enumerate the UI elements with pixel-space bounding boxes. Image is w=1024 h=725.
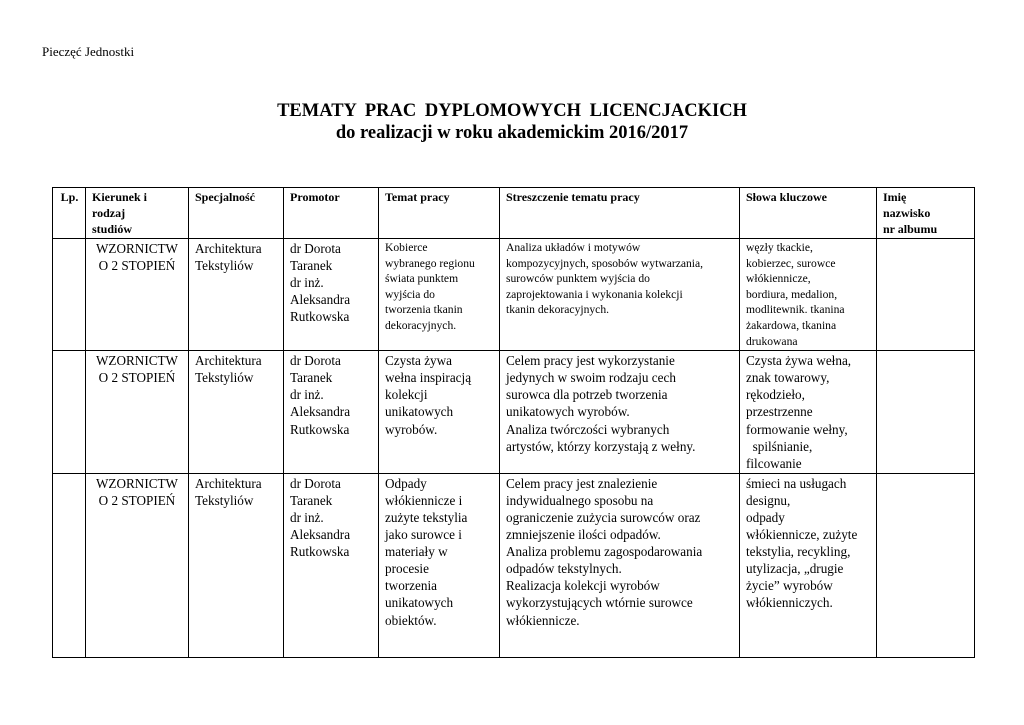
cell-line: Taranek — [290, 370, 333, 386]
table-row — [53, 239, 975, 351]
cell-line: filcowanie — [746, 455, 802, 471]
cell-line: Aleksandra — [290, 292, 351, 308]
header-imie-line: nr albumu — [883, 222, 938, 236]
cell-line: Taranek — [290, 258, 333, 274]
cell-line: dekoracyjnych. — [385, 318, 457, 332]
topics-table — [52, 187, 975, 658]
cell-streszczenie — [500, 239, 740, 351]
table-row — [53, 473, 975, 657]
cell-line: Czysta żywa wełna, — [746, 353, 852, 369]
cell-line: tworzenia — [385, 578, 437, 594]
cell-slowa — [740, 473, 877, 657]
cell-line: zmniejszenie ilości odpadów. — [506, 527, 661, 543]
cell-line: Analiza problemu zagospodarowania — [506, 544, 703, 560]
cell-line: wyjścia do — [385, 287, 435, 301]
cell-streszczenie — [500, 351, 740, 474]
cell-line: modlitewnik. tkanina — [746, 303, 845, 317]
cell-streszczenie — [500, 473, 740, 657]
cell-line: Aleksandra — [290, 527, 351, 543]
cell-line: włókienniczych. — [746, 595, 833, 611]
header-temat: Temat pracy — [379, 188, 500, 239]
cell-line: dr Dorota — [290, 353, 341, 369]
cell-line: utylizacja, „drugie — [746, 561, 844, 577]
cell-line: Rutkowska — [290, 544, 350, 560]
cell-line: ograniczenie zużycia surowców oraz — [506, 510, 701, 525]
cell-slowa — [740, 351, 877, 474]
cell-line: wybranego regionu — [385, 256, 475, 270]
cell-line: świata punktem — [385, 272, 459, 286]
cell-line: O 2 STOPIEŃ — [98, 370, 176, 386]
cell-line: odpadów tekstylnych. — [506, 561, 622, 577]
cell-line: Celem pracy jest znalezienie — [506, 475, 658, 491]
header-slowa: Słowa kluczowe — [740, 188, 877, 239]
header-imie-line: Imię — [883, 190, 907, 204]
cell-temat — [379, 473, 500, 657]
cell-line: śmieci na usługach — [746, 475, 847, 491]
cell-line: tekstylia, recykling, — [746, 544, 851, 560]
header-promotor: Promotor — [284, 188, 379, 239]
cell-lp — [53, 473, 86, 657]
cell-line: wełna inspiracją — [385, 370, 472, 386]
cell-line: WZORNICTW — [95, 241, 179, 256]
cell-temat — [379, 239, 500, 351]
cell-imie — [877, 239, 975, 351]
cell-line: dr Dorota — [290, 241, 341, 256]
cell-lp — [53, 351, 86, 474]
cell-line: wykorzystujących wtórnie surowce — [506, 595, 693, 611]
cell-line: żakardowa, tkanina — [746, 318, 837, 332]
cell-line: rękodzieło, — [746, 387, 805, 403]
cell-line: znak towarowy, — [746, 370, 830, 386]
title-line-1: TEMATY PRAC DYPLOMOWYCH LICENCJACKICH — [277, 101, 747, 121]
cell-line: życie” wyrobów — [746, 578, 833, 594]
header-lp: Lp. — [53, 188, 86, 239]
cell-specjalnosc — [189, 239, 284, 351]
cell-line: unikatowych — [385, 404, 454, 420]
cell-line: unikatowych — [385, 595, 454, 611]
cell-line: włókiennicze i — [385, 492, 463, 508]
cell-line: WZORNICTW — [95, 353, 179, 369]
cell-line: Tekstyliów — [195, 258, 254, 274]
cell-line: spilśnianie, — [746, 438, 813, 454]
cell-line: Taranek — [290, 492, 333, 508]
cell-lp — [53, 239, 86, 351]
header-kierunek-line: studiów — [92, 222, 133, 236]
cell-line: WZORNICTW — [95, 475, 179, 491]
cell-line: Analiza twórczości wybranych — [506, 421, 670, 437]
cell-line: Czysta żywa — [385, 353, 453, 369]
cell-line: Kobierce — [385, 241, 428, 254]
cell-line: zaprojektowania i wykonania kolekcji — [506, 287, 683, 301]
cell-line: indywidualnego sposobu na — [506, 492, 654, 508]
cell-line: dr inż. — [290, 387, 324, 403]
cell-line: dr Dorota — [290, 475, 341, 491]
cell-line: Rutkowska — [290, 309, 350, 325]
cell-specjalnosc — [189, 473, 284, 657]
cell-line: włókiennicze, zużyte — [746, 527, 858, 543]
cell-line: Architektura — [195, 353, 262, 369]
cell-specjalnosc — [189, 351, 284, 474]
cell-line: Rutkowska — [290, 421, 350, 437]
cell-line: kolekcji — [385, 387, 428, 403]
cell-promotor — [284, 351, 379, 474]
header-kierunek — [86, 188, 189, 239]
cell-line: włókiennicze. — [506, 612, 580, 628]
cell-promotor — [284, 239, 379, 351]
cell-kierunek — [86, 351, 189, 474]
cell-line: Analiza układów i motywów — [506, 241, 641, 254]
cell-line: obiektów. — [385, 612, 437, 628]
cell-line: tkanin dekoracyjnych. — [506, 303, 610, 317]
cell-temat — [379, 351, 500, 474]
cell-line: Architektura — [195, 241, 262, 256]
document-title — [0, 100, 1024, 144]
cell-line: dr inż. — [290, 275, 324, 291]
cell-line: formowanie wełny, — [746, 421, 848, 437]
cell-line: odpady — [746, 510, 785, 525]
title-line-2: do realizacji w roku akademickim 2016/2017 — [335, 123, 689, 143]
cell-line: O 2 STOPIEŃ — [98, 492, 176, 508]
cell-slowa — [740, 239, 877, 351]
cell-line: zużyte tekstylia — [385, 510, 468, 525]
cell-line: Tekstyliów — [195, 492, 254, 508]
cell-line: węzły tkackie, — [746, 241, 813, 254]
cell-promotor — [284, 473, 379, 657]
table-header-row — [53, 188, 975, 239]
header-kierunek-line: Kierunek i — [92, 190, 148, 204]
header-imie — [877, 188, 975, 239]
cell-line: artystów, którzy korzystają z wełny. — [506, 438, 696, 454]
cell-line: surowca dla potrzeb tworzenia — [506, 387, 668, 403]
cell-line: drukowana — [746, 334, 798, 348]
cell-line: Aleksandra — [290, 404, 351, 420]
cell-line: Tekstyliów — [195, 370, 254, 386]
header-kierunek-line: rodzaj — [92, 206, 126, 220]
cell-line: unikatowych wyrobów. — [506, 404, 630, 420]
cell-line: tworzenia tkanin — [385, 303, 463, 317]
header-imie-line: nazwisko — [883, 206, 931, 220]
cell-line: przestrzenne — [746, 404, 813, 420]
cell-imie — [877, 473, 975, 657]
cell-line: wyrobów. — [385, 421, 438, 437]
cell-line: bordiura, medalion, — [746, 287, 838, 301]
cell-kierunek — [86, 239, 189, 351]
cell-line: Architektura — [195, 475, 262, 491]
header-specjalnosc: Specjalność — [189, 188, 284, 239]
cell-line: designu, — [746, 492, 791, 508]
cell-line: O 2 STOPIEŃ — [98, 258, 176, 274]
cell-line: Odpady — [385, 475, 427, 491]
cell-line: Realizacja kolekcji wyrobów — [506, 578, 660, 594]
cell-line: dr inż. — [290, 510, 324, 525]
cell-line: surowców punktem wyjścia do — [506, 272, 650, 286]
cell-imie — [877, 351, 975, 474]
stamp-label: Pieczęć Jednostki — [42, 44, 135, 59]
header-streszczenie: Streszczenie tematu pracy — [500, 188, 740, 239]
table-row — [53, 351, 975, 474]
cell-line: procesie — [385, 561, 429, 577]
cell-line: jedynych w swoim rodzaju cech — [506, 370, 676, 386]
cell-line: włókiennicze, — [746, 272, 811, 286]
cell-line: jako surowce i — [385, 527, 462, 543]
cell-line: kobierzec, surowce — [746, 256, 836, 270]
cell-line: kompozycyjnych, sposobów wytwarzania, — [506, 256, 704, 270]
cell-kierunek — [86, 473, 189, 657]
cell-line: Celem pracy jest wykorzystanie — [506, 353, 675, 369]
cell-line: materiały w — [385, 544, 448, 560]
